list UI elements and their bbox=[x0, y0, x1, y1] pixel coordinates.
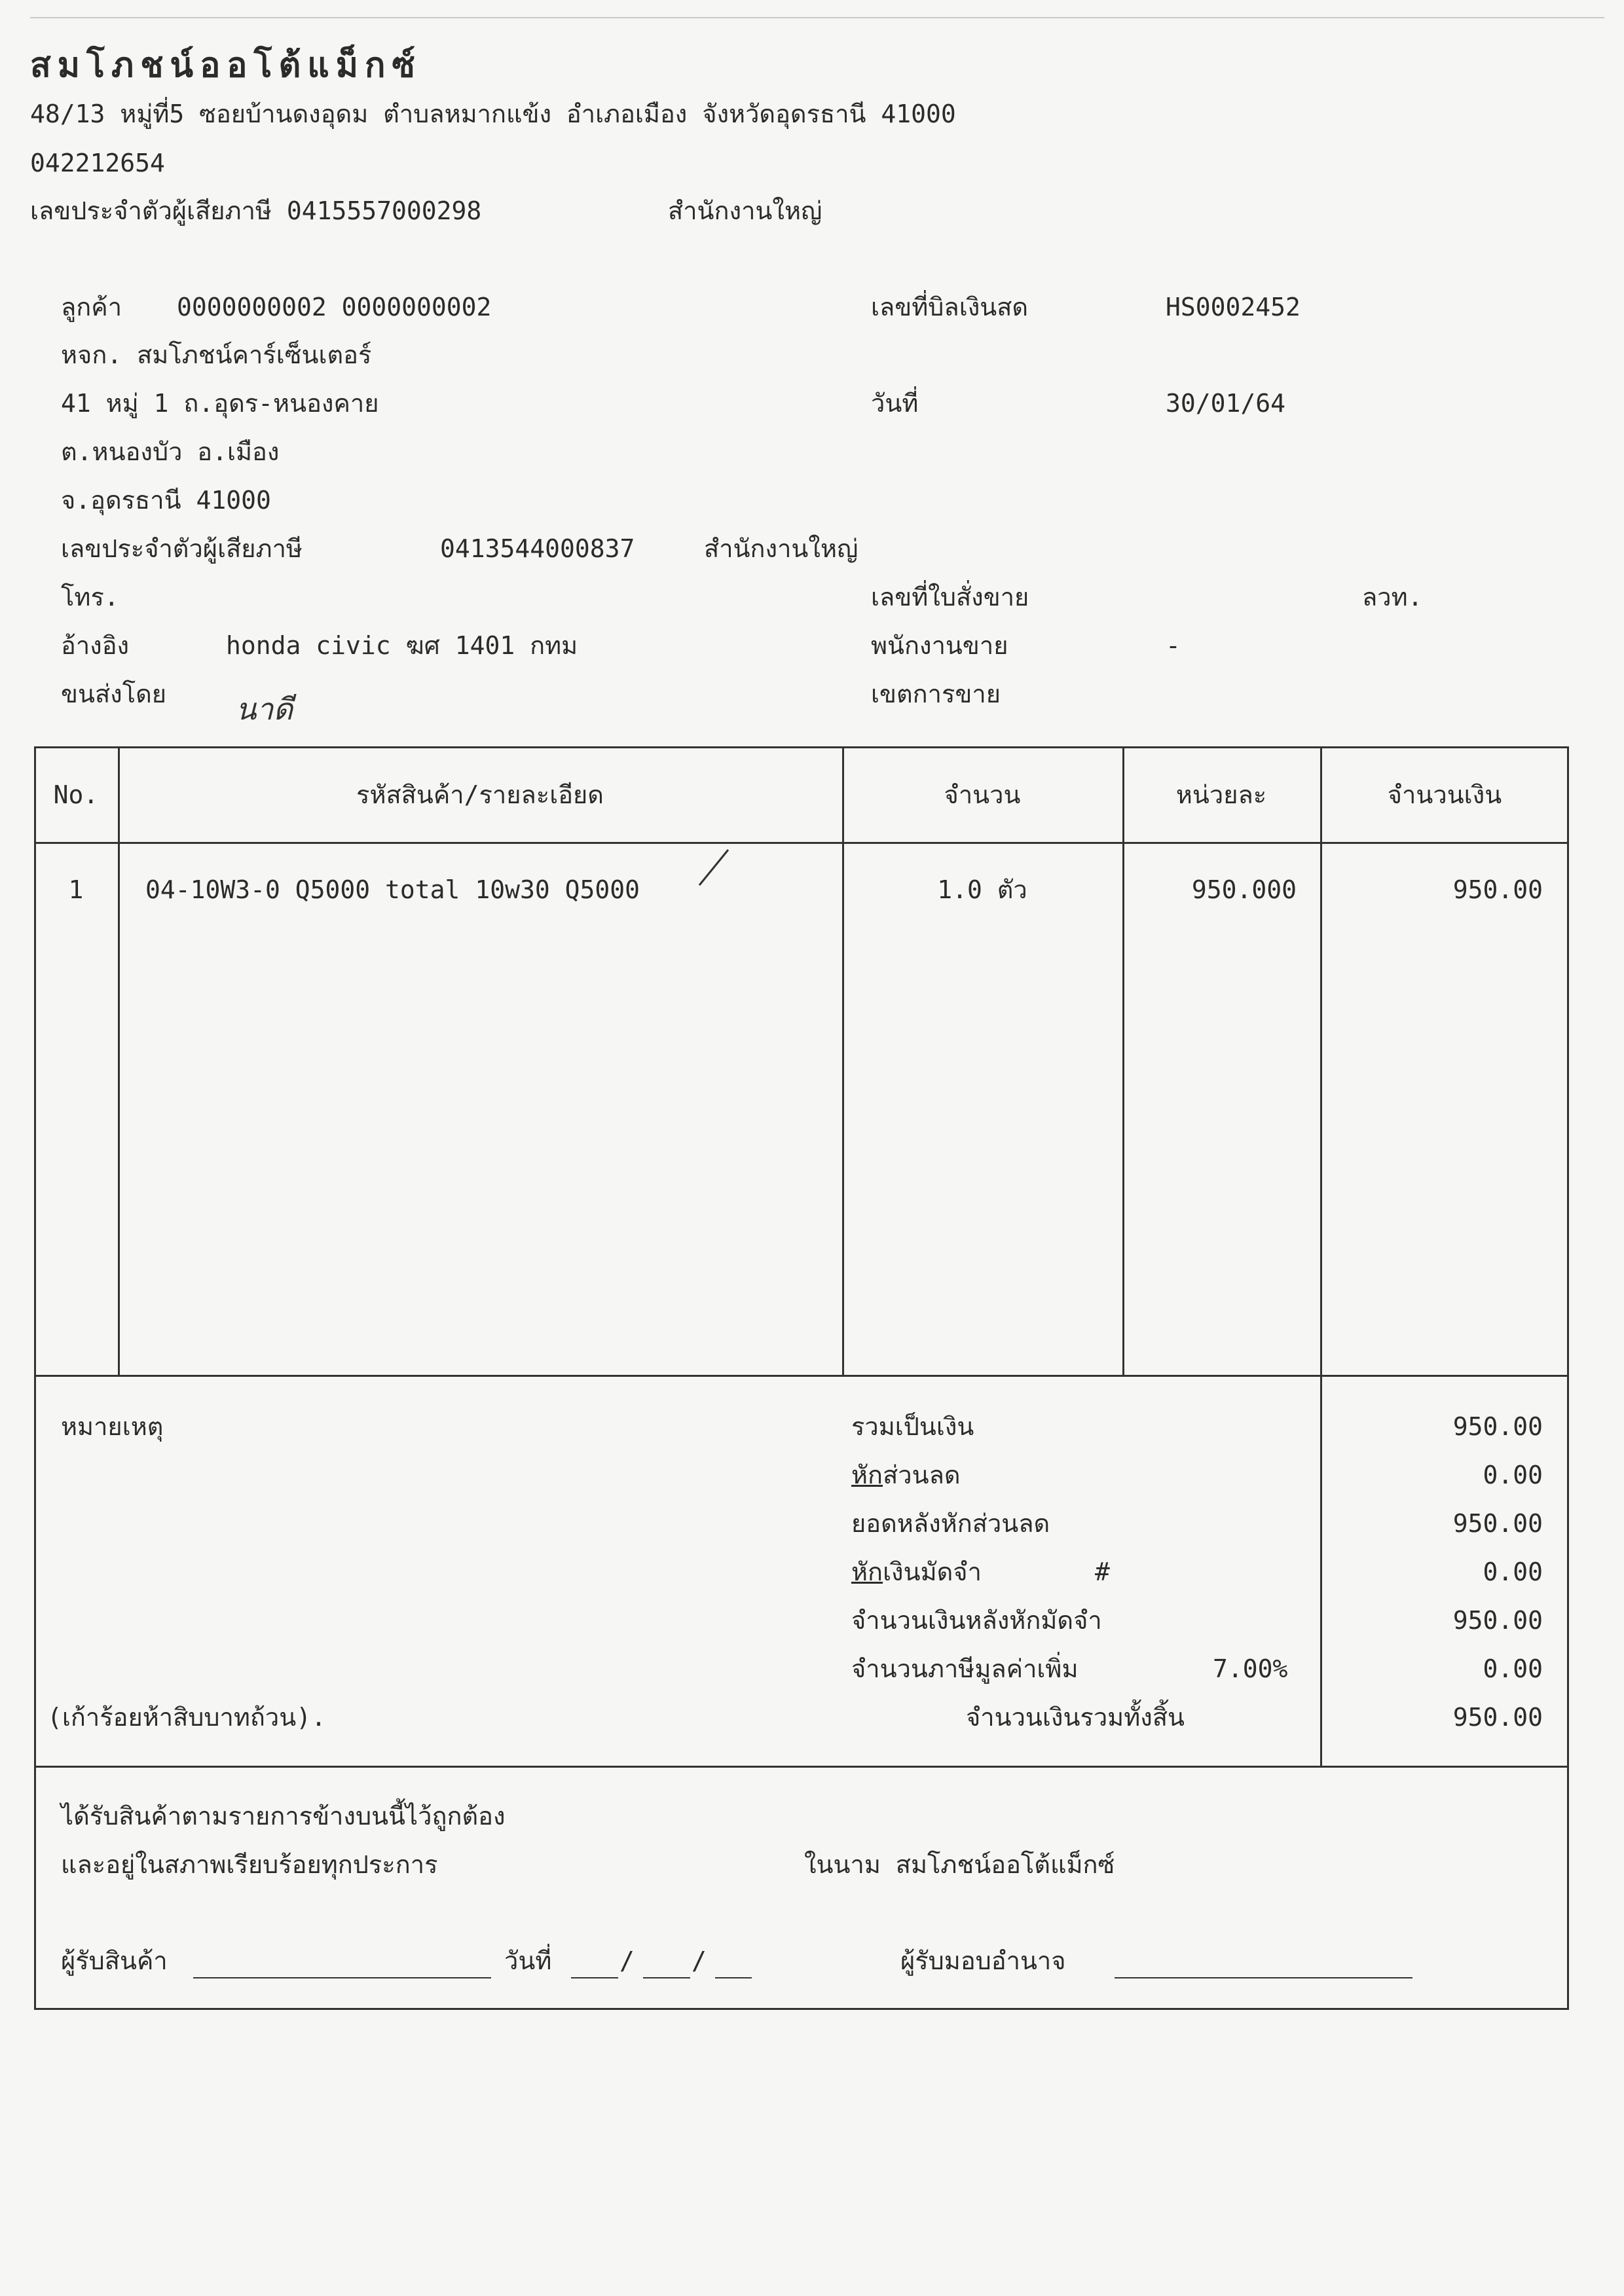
table-row-unit-price: 950.000 bbox=[1191, 875, 1297, 904]
customer-label: ลูกค้า bbox=[61, 293, 122, 321]
summary-value-after-discount: 950.00 bbox=[1452, 1509, 1543, 1538]
reference-label: อ้างอิง bbox=[61, 631, 130, 660]
customer-phone-label: โทร. bbox=[61, 583, 119, 611]
customer-tax-id: 0413544000837 bbox=[440, 534, 635, 563]
date-month-line bbox=[643, 1977, 690, 1978]
header-quantity: จำนวน bbox=[944, 780, 1021, 809]
customer-tax-label: เลขประจำตัวผู้เสียภาษี bbox=[61, 534, 303, 563]
summary-label-total: รวมเป็นเงิน bbox=[851, 1412, 974, 1441]
bill-no-label: เลขที่บิลเงินสด bbox=[871, 293, 1029, 321]
authorized-label: ผู้รับมอบอำนาจ bbox=[900, 1946, 1066, 1975]
discount-text: ส่วนลด bbox=[883, 1461, 961, 1489]
summary-value-discount: 0.00 bbox=[1483, 1461, 1543, 1489]
salesperson-value: - bbox=[1166, 631, 1181, 660]
shipping-label: ขนส่งโดย bbox=[61, 680, 167, 708]
bill-no: HS0002452 bbox=[1166, 293, 1301, 321]
summary-value-total: 950.00 bbox=[1452, 1412, 1543, 1441]
company-phone: 042212654 bbox=[30, 149, 165, 177]
customer-address-2: ต.หนองบัว อ.เมือง bbox=[61, 437, 280, 466]
remark-label: หมายเหตุ bbox=[61, 1412, 164, 1441]
company-branch: สำนักงานใหญ่ bbox=[668, 196, 822, 225]
col-divider-3 bbox=[1122, 746, 1124, 1375]
check-mark-icon bbox=[694, 845, 733, 890]
salesperson-label: พนักงานขาย bbox=[871, 631, 1008, 660]
summary-label-after-discount: ยอดหลังหักส่วนลด bbox=[851, 1509, 1050, 1538]
date-slash-2: / bbox=[692, 1946, 707, 1975]
header-no: No. bbox=[53, 780, 99, 809]
table-row-description: 04-10W3-0 Q5000 total 10w30 Q5000 bbox=[145, 875, 640, 904]
customer-address-1: 41 หมู่ 1 ถ.อุดร-หนองคาย bbox=[61, 389, 379, 418]
deduct-prefix: หัก bbox=[851, 1558, 883, 1586]
received-statement-1: ได้รับสินค้าตามรายการข้างบนนี้ไว้ถูกต้อง bbox=[61, 1802, 506, 1831]
customer-code: 0000000002 0000000002 bbox=[177, 293, 492, 321]
table-header-divider bbox=[34, 842, 1569, 844]
customer-branch: สำนักงานใหญ่ bbox=[704, 534, 858, 563]
deduct-prefix: หัก bbox=[851, 1461, 883, 1489]
date-label: วันที่ bbox=[871, 389, 919, 418]
deposit-text: เงินมัดจำ bbox=[883, 1558, 982, 1586]
table-row-quantity: 1.0 ตัว bbox=[937, 875, 1027, 904]
customer-name: หจก. สมโภชน์คาร์เซ็นเตอร์ bbox=[61, 340, 372, 369]
reference-value: honda civic ฆศ 1401 กทม bbox=[226, 631, 578, 660]
vat-rate: 7.00% bbox=[1213, 1654, 1288, 1683]
summary-value-vat: 0.00 bbox=[1483, 1654, 1543, 1683]
sales-area-label: เขตการขาย bbox=[871, 680, 1001, 708]
header-unit-price: หน่วยละ bbox=[1175, 780, 1267, 809]
summary-divider bbox=[34, 1766, 1569, 1768]
table-body-divider bbox=[34, 1375, 1569, 1377]
lwt-label: ลวท. bbox=[1362, 583, 1423, 611]
receiver-signature-line bbox=[193, 1977, 491, 1978]
shipping-handwritten: นาดี bbox=[236, 691, 293, 727]
deposit-hash: # bbox=[1095, 1558, 1110, 1586]
summary-value-after-deposit: 950.00 bbox=[1452, 1606, 1543, 1635]
table-row-no: 1 bbox=[68, 875, 84, 904]
received-statement-2: และอยู่ในสภาพเรียบร้อยทุกประการ bbox=[61, 1850, 438, 1879]
header-amount: จำนวนเงิน bbox=[1387, 780, 1502, 809]
company-tax-id: เลขประจำตัวผู้เสียภาษี 0415557000298 bbox=[30, 196, 482, 225]
company-name: สมโภชน์ออโต้แม็กซ์ bbox=[30, 45, 422, 85]
date-slash-1: / bbox=[619, 1946, 635, 1975]
col-divider-2 bbox=[842, 746, 844, 1375]
summary-label-after-deposit: จำนวนเงินหลังหักมัดจำ bbox=[851, 1606, 1102, 1635]
on-behalf-of: ในนาม สมโภชน์ออโต้แม็กซ์ bbox=[804, 1850, 1115, 1879]
top-rule bbox=[30, 17, 1604, 18]
receiver-label: ผู้รับสินค้า bbox=[61, 1946, 168, 1975]
header-description: รหัสสินค้า/รายละเอียด bbox=[356, 780, 604, 809]
table-row-amount: 950.00 bbox=[1452, 875, 1543, 904]
date-day-line bbox=[571, 1977, 618, 1978]
summary-label-deposit bbox=[851, 1559, 982, 1584]
authorized-signature-line bbox=[1115, 1977, 1412, 1978]
invoice-date: 30/01/64 bbox=[1166, 389, 1286, 418]
order-no-label: เลขที่ใบสั่งขาย bbox=[871, 583, 1029, 611]
col-divider-1 bbox=[118, 746, 120, 1375]
grand-total-label: จำนวนเงินรวมทั้งสิ้น bbox=[966, 1703, 1185, 1732]
amount-in-words: (เก้าร้อยห้าสิบบาทถ้วน). bbox=[47, 1703, 326, 1732]
customer-address-3: จ.อุดรธานี 41000 bbox=[61, 486, 271, 515]
summary-label-vat: จำนวนภาษีมูลค่าเพิ่ม bbox=[851, 1654, 1079, 1683]
receive-date-label: วันที่ bbox=[504, 1946, 552, 1975]
summary-value-deposit: 0.00 bbox=[1483, 1558, 1543, 1586]
company-address: 48/13 หมู่ที่5 ซอยบ้านดงอุดม ตำบลหมากแข้ง อำเภอเมือง จังหวัดอุดรธานี 41000 bbox=[30, 100, 956, 128]
date-year-line bbox=[715, 1977, 752, 1978]
summary-label-discount bbox=[851, 1463, 961, 1487]
grand-total-value: 950.00 bbox=[1452, 1703, 1543, 1732]
